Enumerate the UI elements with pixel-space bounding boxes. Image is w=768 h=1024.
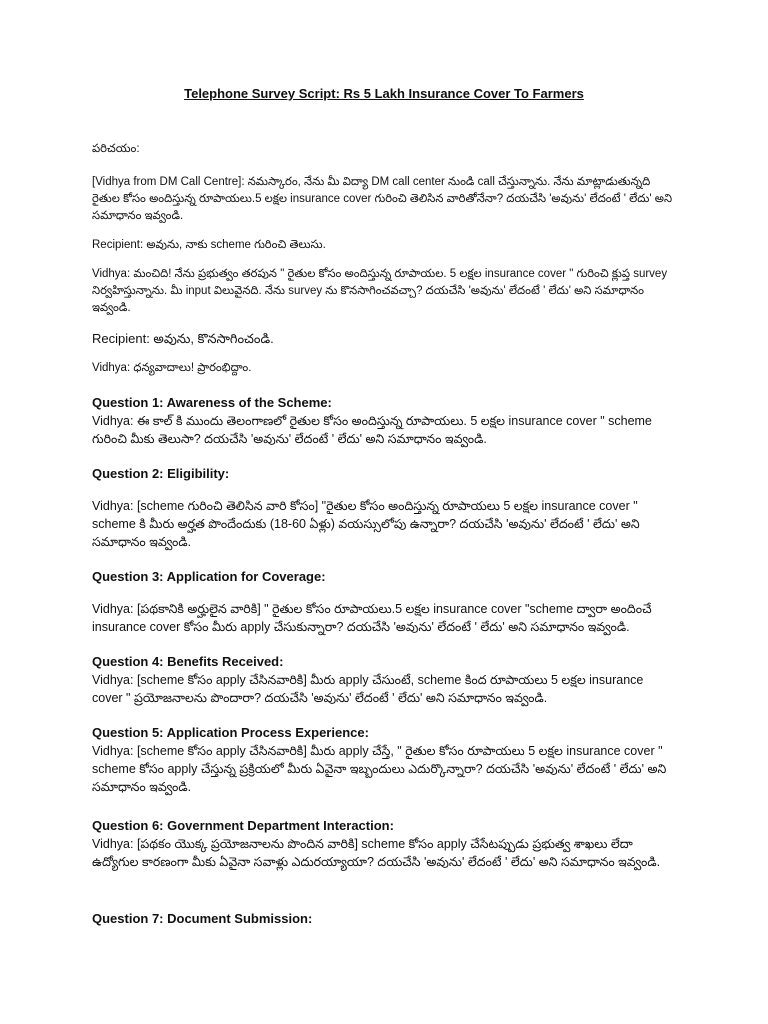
question-heading: Question 2: Eligibility: bbox=[92, 466, 230, 481]
document-title: Telephone Survey Script: Rs 5 Lakh Insurance Cover To Farmers bbox=[184, 86, 584, 101]
question-heading: Question 1: Awareness of the Scheme: bbox=[92, 395, 332, 410]
question-3 bbox=[92, 567, 676, 636]
question-text: Vidhya: [scheme కోసం apply చేసినవారికి] మీరు apply చేసుంటే, scheme కింద రూపాయలు 5 లక్షల insurance cover " ప్రయోజనాలను పొందారా? దయచేసి 'అవును' లేదంటే ' లేదు' అని సమాధానం ఇవ్వండి. bbox=[92, 673, 644, 705]
intro-thanks: Vidhya: ధన్యవాదాలు! ప్రారంభిద్దాం. bbox=[92, 362, 252, 374]
question-heading: Question 7: Document Submission: bbox=[92, 911, 313, 926]
intro-recipient-reply: Recipient: అవును, నాకు scheme గురించి తెలుసు. bbox=[92, 239, 326, 251]
question-6 bbox=[92, 816, 676, 871]
intro-survey-request: Vidhya: మంచిది! నేను ప్రభుత్వం తరపున " రైతుల కోసం అందిస్తున్న రూపాయల. 5 లక్షల insurance cover " గురించి క్లుప్త survey నిర్వహిస్తున్నాను. మీ input విలువైనది. నేను survey ను కొనసాగించవచ్చా? దయచేసి 'అవును' లేదంటే ' లేదు' అని సమాధానం ఇవ్వండి. bbox=[92, 268, 668, 314]
question-text: Vidhya: [scheme కోసం apply చేసినవారికి] మీరు apply చేస్తే, " రైతుల కోసం రూపాయలు 5 లక్షల insurance cover " scheme కోసం apply చేస్తున్న ప్రక్రియలో మీరు ఏవైనా ఇబ్బందులు ఎదుర్కొన్నారా? దయచేసి 'అవును' లేదంటే ' లేదు' అని సమాధానం ఇవ్వండి. bbox=[92, 744, 667, 794]
question-heading: Question 4: Benefits Received: bbox=[92, 654, 284, 669]
intro-label: పరిచయం: bbox=[92, 143, 140, 155]
question-heading: Question 3: Application for Coverage: bbox=[92, 569, 326, 584]
question-2 bbox=[92, 464, 676, 551]
question-5 bbox=[92, 723, 676, 796]
question-text: Vidhya: [scheme గురించి తెలిసిన వారి కోసం] "రైతుల కోసం అందిస్తున్న రూపాయలు 5 లక్షల insurance cover " scheme కి మీరు అర్హత పొందేందుకు (18-60 ఏళ్లు) వయస్సులోపు ఉన్నారా? దయచేసి 'అవును' లేదంటే ' లేదు' అని సమాధానం ఇవ్వండి. bbox=[92, 499, 640, 549]
question-text: Vidhya: ఈ కాల్ కి ముందు తెలంగాణలో రైతుల కోసం అందిస్తున్న రూపాయలు. 5 లక్షల insurance cover " scheme గురించి మీకు తెలుసా? దయచేసి 'అవును' లేదంటే ' లేదు' అని సమాధానం ఇవ్వండి. bbox=[92, 414, 652, 446]
question-text: Vidhya: [పథకానికి అర్హులైన వారికి] " రైతుల కోసం రూపాయలు.5 లక్షల insurance cover "scheme ద్వారా అందించే insurance cover కోసం మీరు apply చేసుకున్నారా? దయచేసి 'అవును' లేదంటే ' లేదు' అని సమాధానం ఇవ్వండి. bbox=[92, 602, 652, 634]
question-4 bbox=[92, 652, 676, 707]
question-text: Vidhya: [పథకం యొక్క ప్రయోజనాలను పొందిన వారికి] scheme కోసం apply చేసేటప్పుడు ప్రభుత్వ శాఖలు లేదా ఉద్యోగుల కారణంగా మీకు ఏవైనా సవాళ్లు ఎదురయ్యాయా? దయచేసి 'అవును' లేదంటే ' లేదు' అని సమాధానం ఇవ్వండి. bbox=[92, 837, 661, 869]
intro-recipient-consent: Recipient: అవును, కొనసాగించండి. bbox=[92, 331, 274, 346]
question-heading: Question 6: Government Department Interaction: bbox=[92, 818, 394, 833]
intro-greeting: [Vidhya from DM Call Centre]: నమస్కారం, నేను మీ విద్యా DM call center నుండి call చేస్తున్నాను. నేను మాట్లాడుతున్నది రైతుల కోసం అందిస్తున్న రూపాయలు.5 లక్షల insurance cover గురించి తెలిసిన వారితోనేనా? దయచేసి 'అవును' లేదంటే ' లేదు' అని సమాధానం ఇవ్వండి. bbox=[92, 176, 673, 222]
question-7 bbox=[92, 909, 676, 928]
question-1 bbox=[92, 393, 676, 448]
question-heading: Question 5: Application Process Experience: bbox=[92, 725, 369, 740]
